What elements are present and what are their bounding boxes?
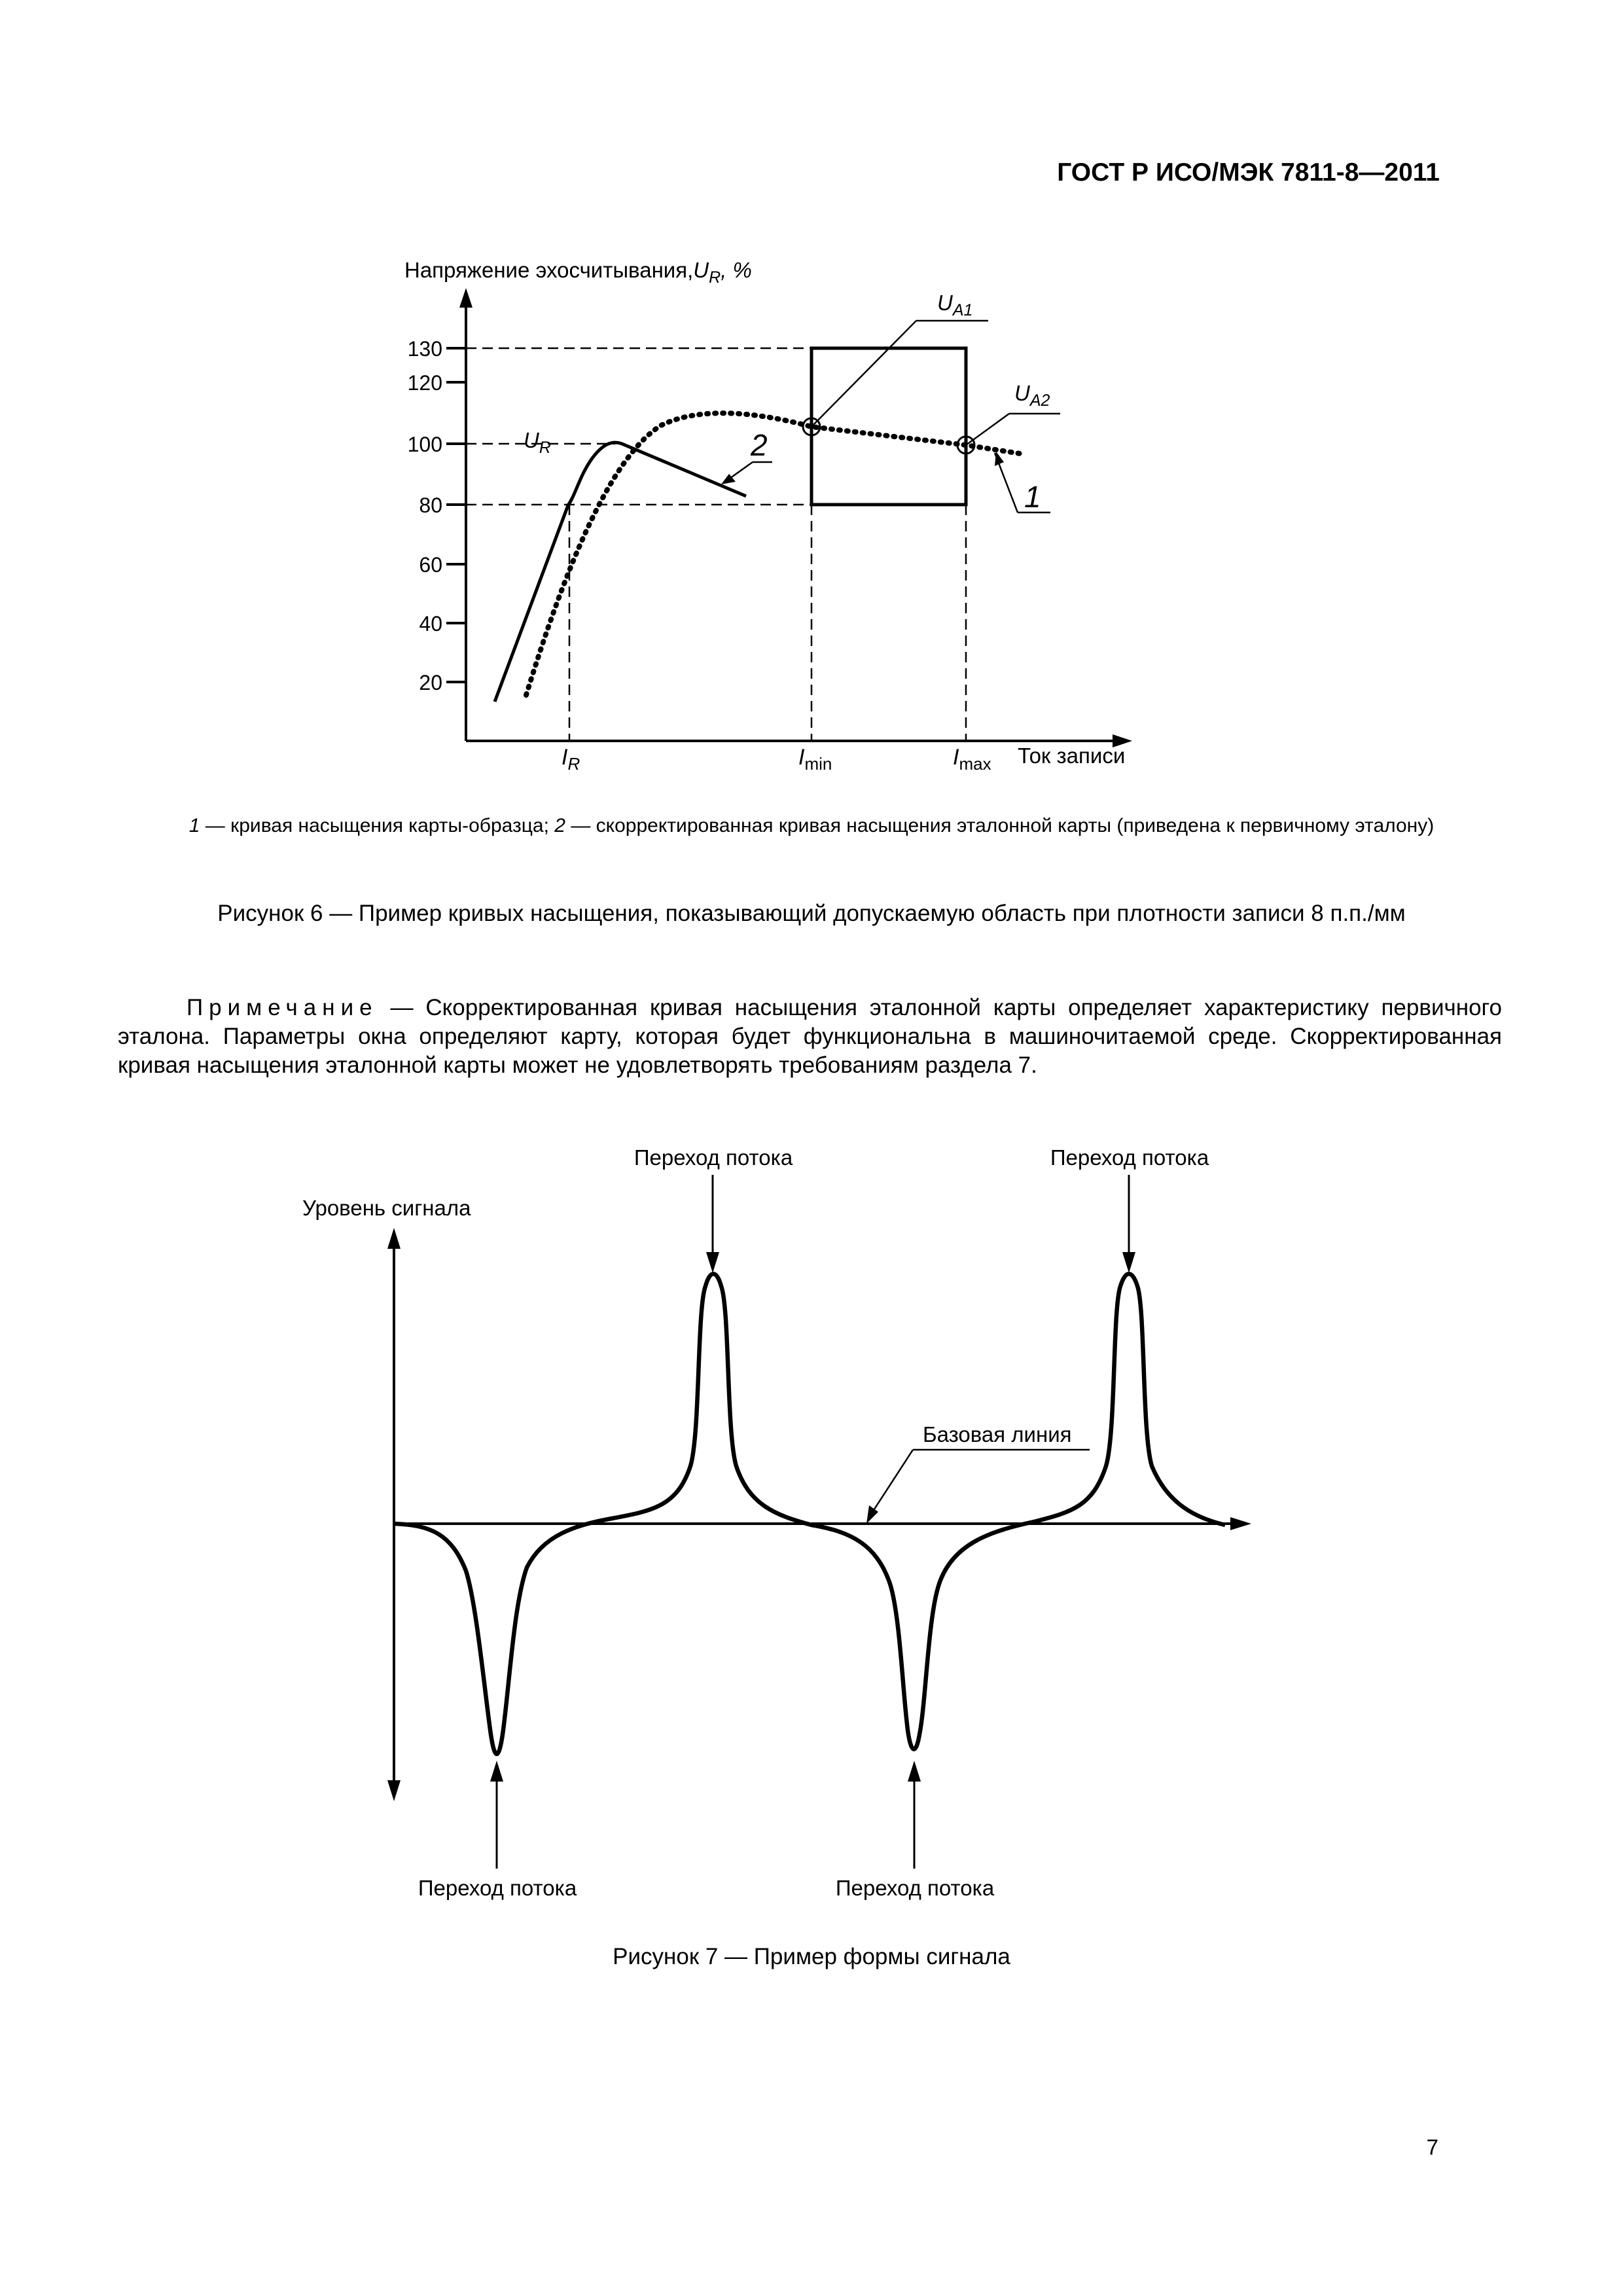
flux-arrow-down-icon [1122, 1252, 1135, 1273]
x-axis-label: Ток записи [1018, 744, 1126, 768]
baseline-arrow-icon [1230, 1517, 1251, 1530]
curve-2-number: 2 [751, 428, 768, 462]
up-arrow-icon [387, 1228, 401, 1249]
y-tick-label: 20 [419, 671, 442, 694]
figure-7-caption: Рисунок 7 — Пример формы сигнала [613, 1944, 1010, 1969]
signal-level-label: Уровень сигнала [302, 1196, 471, 1220]
baseline-label: Базовая линия [923, 1422, 1072, 1446]
flux-arrow-down-icon [706, 1252, 719, 1273]
baseline-pointer-icon [866, 1505, 878, 1524]
flux-transition-label: Переход потока [418, 1876, 577, 1900]
flux-arrow-up-icon [908, 1761, 921, 1782]
x-tick-ir: $I_R$ [562, 745, 580, 774]
ur-label: $U_R$ [524, 428, 551, 457]
ua2-label: $U_{A2}$ [1014, 381, 1050, 410]
note-text: — Скорректированная кривая насыщения эталонной карты определяет характеристику первичного эталона. Параметры окна определяют карту, которая будет функциональна в машиночитаемой среде. Скорректированная кривая насыщения эталонной карты может не удовлетворять требованиям раздела 7. [118, 995, 1502, 1078]
signal-waveform [394, 1274, 1225, 1754]
legend-text-1: — кривая насыщения карты-образца; [200, 815, 555, 836]
legend-text-2: — скорректированная кривая насыщения эталонной карты (приведена к первичному эталону) [565, 815, 1435, 836]
y-axis-label: Напряжение $эхосчитывания,U_R$, % [404, 258, 752, 287]
x-tick-imin: $I_{min}$ [798, 745, 832, 774]
x-tick-imax: $I_{max}$ [953, 745, 991, 774]
y-tick-label: 60 [419, 553, 442, 577]
y-tick-label: 130 [407, 337, 442, 361]
flux-transition-label: Переход потока [835, 1876, 995, 1900]
y-tick-label: 100 [407, 433, 442, 456]
figure-6-caption: Рисунок 6 — Пример кривых насыщения, показывающий допускаемую область при плотности записи 8 п.п./мм [217, 901, 1406, 926]
legend-num-1: 1 [188, 815, 200, 836]
note-label: Примечание [187, 995, 378, 1020]
ua1-label: $U_{A1}$ [937, 291, 973, 319]
curve-1-number: 1 [1024, 480, 1041, 514]
flux-arrow-up-icon [490, 1761, 503, 1782]
y-tick-label: 40 [419, 612, 442, 636]
document-header: ГОСТ Р ИСО/МЭК 7811-8—2011 [1057, 158, 1440, 187]
flux-transition-label: Переход потока [1050, 1145, 1209, 1170]
down-arrow-icon [387, 1780, 401, 1801]
y-tick-label: 80 [419, 493, 442, 517]
flux-transition-label: Переход потока [633, 1145, 793, 1170]
y-tick-label: 120 [407, 371, 442, 395]
page-number: 7 [1426, 2135, 1438, 2159]
legend-num-2: 2 [554, 815, 565, 836]
